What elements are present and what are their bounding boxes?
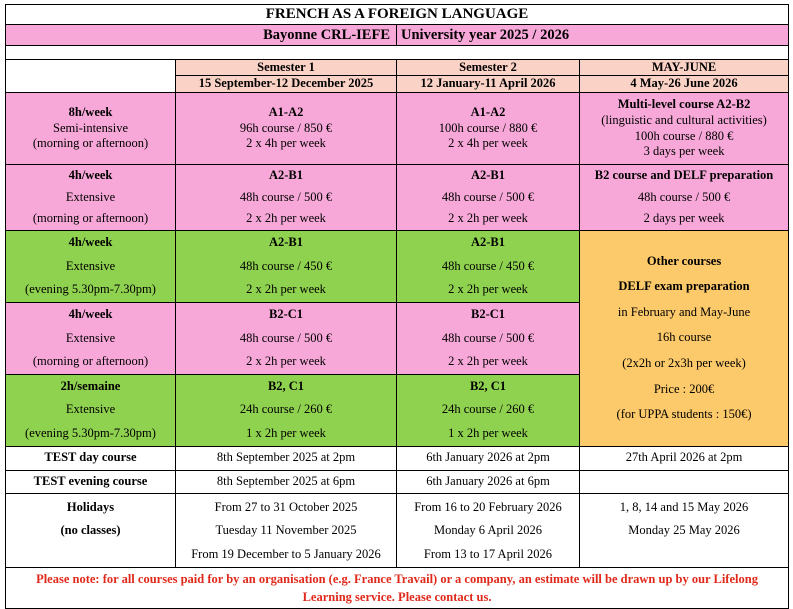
course-price: 24h course / 260 € <box>239 402 333 417</box>
subtitle-location: Bayonne CRL-IEFE <box>6 24 397 45</box>
payment-note <box>6 567 789 608</box>
test-evening-semester1: 8th September 2025 at 6pm <box>176 470 397 493</box>
course-price: 48h course / 500 € <box>239 330 333 345</box>
table-row <box>6 230 789 302</box>
course-description: (linguistic and cultural activities) <box>601 112 767 127</box>
semester1-cell <box>176 230 397 302</box>
semester1-cell <box>176 374 397 446</box>
other-courses-student-price: (for UPPA students : 150€) <box>616 407 752 422</box>
row-hours: 4h/week <box>68 168 113 182</box>
course-price: 48h course / 500 € <box>637 189 731 204</box>
note-line-1: Please note: for all courses paid for by an organisation (e.g. France Travail) or a company, an estimate will be drawn up by our Lifelong <box>36 571 758 586</box>
holiday-item: 1, 8, 14 and 15 May 2026 <box>619 499 749 514</box>
row-time: (morning or afternoon) <box>32 354 149 369</box>
other-courses-subtitle: DELF exam preparation <box>618 279 750 294</box>
course-level: A2-B1 <box>268 168 304 182</box>
semester2-cell <box>397 302 580 374</box>
row-label <box>6 165 176 231</box>
test-day-mayjune: 27th April 2026 at 2pm <box>580 446 789 470</box>
course-price: 48h course / 500 € <box>441 189 535 204</box>
test-evening-mayjune <box>580 470 789 493</box>
course-level: Multi-level course A2-B2 <box>617 97 751 112</box>
row-type: Extensive <box>65 402 116 417</box>
course-price: 48h course / 450 € <box>441 258 535 273</box>
holiday-item: Monday 25 May 2026 <box>628 523 740 538</box>
col-dates-semester1: 15 September-12 December 2025 <box>176 76 397 93</box>
holidays-label <box>6 493 176 567</box>
course-level: A1-A2 <box>470 105 506 120</box>
note-line-2: Learning service. Please contact us. <box>302 589 492 604</box>
col-header-mayjune: MAY-JUNE <box>580 59 789 76</box>
semester1-cell <box>176 93 397 165</box>
table-row <box>6 446 789 470</box>
semester2-cell <box>397 165 580 231</box>
col-header-semester1: Semester 1 <box>176 59 397 76</box>
col-dates-mayjune: 4 May-26 June 2026 <box>580 76 789 93</box>
course-frequency: 2 x 2h per week <box>246 354 326 369</box>
course-price: 24h course / 260 € <box>441 402 535 417</box>
semester2-cell <box>397 230 580 302</box>
row-time: (evening 5.30pm-7.30pm) <box>25 426 156 440</box>
holiday-item: From 13 to 17 April 2026 <box>423 546 553 561</box>
col-header-semester2: Semester 2 <box>397 59 580 76</box>
row-hours: 2h/semaine <box>60 378 121 393</box>
course-frequency: 1 x 2h per week <box>448 426 528 440</box>
holiday-item: Tuesday 11 November 2025 <box>215 523 357 538</box>
course-level: A2-B1 <box>268 234 304 249</box>
course-level: B2 course and DELF preparation <box>594 168 774 182</box>
mayjune-cell <box>580 165 789 231</box>
table-row <box>6 493 789 567</box>
mayjune-cell <box>580 93 789 165</box>
course-schedule-table <box>5 4 789 609</box>
row-type: Extensive <box>65 189 116 204</box>
course-frequency: 2 x 2h per week <box>246 211 326 226</box>
course-price: 100h course / 880 € <box>634 128 734 143</box>
col-dates-semester2: 12 January-11 April 2026 <box>397 76 580 93</box>
test-evening-semester2: 6th January 2026 at 6pm <box>397 470 580 493</box>
test-day-semester1: 8th September 2025 at 2pm <box>176 446 397 470</box>
course-frequency: 1 x 2h per week <box>246 426 326 440</box>
course-frequency: 2 x 4h per week <box>448 136 528 151</box>
semester1-cell <box>176 302 397 374</box>
course-frequency: 2 x 4h per week <box>246 136 326 151</box>
row-label <box>6 302 176 374</box>
course-frequency: 2 x 2h per week <box>246 282 326 297</box>
course-frequency: 3 days per week <box>643 144 725 159</box>
course-frequency: 2 x 2h per week <box>448 354 528 369</box>
spacer-row <box>6 45 789 59</box>
row-hours: 4h/week <box>68 234 113 249</box>
course-level: A2-B1 <box>470 234 506 249</box>
other-courses-title: Other courses <box>646 253 722 268</box>
course-level: A1-A2 <box>268 105 304 120</box>
course-price: 48h course / 500 € <box>441 330 535 345</box>
course-frequency: 2 days per week <box>643 211 725 226</box>
row-label <box>6 374 176 446</box>
other-courses-duration: 16h course <box>656 330 712 345</box>
other-courses-frequency: (2x2h or 2x3h per week) <box>622 356 746 371</box>
holidays-title: Holidays <box>66 499 115 514</box>
test-day-label: TEST day course <box>6 446 176 470</box>
page-title: FRENCH AS A FOREIGN LANGUAGE <box>6 5 789 25</box>
course-level: B2-C1 <box>268 306 304 321</box>
holidays-semester1 <box>176 493 397 567</box>
course-level: B2, C1 <box>267 378 305 393</box>
semester1-cell <box>176 165 397 231</box>
row-label <box>6 93 176 165</box>
subtitle-year: University year 2025 / 2026 <box>397 24 789 45</box>
table-row <box>6 470 789 493</box>
course-frequency: 2 x 2h per week <box>448 211 528 226</box>
course-level: B2-C1 <box>470 306 506 321</box>
course-level: B2, C1 <box>469 378 507 393</box>
holidays-semester2 <box>397 493 580 567</box>
row-type: Semi-intensive <box>53 120 128 135</box>
semester2-cell <box>397 93 580 165</box>
row-hours: 4h/week <box>68 306 113 321</box>
semester2-cell <box>397 374 580 446</box>
row-time: (evening 5.30pm-7.30pm) <box>25 282 156 297</box>
holiday-item: From 19 December to 5 January 2026 <box>191 546 381 561</box>
holiday-item: Monday 6 April 2026 <box>434 523 542 538</box>
test-day-semester2: 6th January 2026 at 2pm <box>397 446 580 470</box>
course-price: 100h course / 880 € <box>438 120 538 135</box>
course-price: 96h course / 850 € <box>239 120 333 135</box>
other-courses-period: in February and May-June <box>617 304 751 319</box>
course-price: 48h course / 500 € <box>239 189 333 204</box>
other-courses-price: Price : 200€ <box>653 381 715 396</box>
holidays-mayjune <box>580 493 789 567</box>
course-price: 48h course / 450 € <box>239 258 333 273</box>
row-type: Extensive <box>65 330 116 345</box>
row-label <box>6 230 176 302</box>
course-frequency: 2 x 2h per week <box>448 282 528 297</box>
holidays-subtitle: (no classes) <box>60 523 121 538</box>
test-evening-label: TEST evening course <box>6 470 176 493</box>
other-courses-cell <box>580 230 789 446</box>
table-row <box>6 165 789 231</box>
row-time: (morning or afternoon) <box>32 136 149 151</box>
course-level: A2-B1 <box>470 168 506 182</box>
row-time: (morning or afternoon) <box>32 211 149 226</box>
row-type: Extensive <box>65 258 116 273</box>
header-empty-cell <box>6 59 176 92</box>
holiday-item: From 16 to 20 February 2026 <box>414 499 562 514</box>
table-row <box>6 93 789 165</box>
holiday-item: From 27 to 31 October 2025 <box>214 499 358 514</box>
row-hours: 8h/week <box>68 105 113 120</box>
